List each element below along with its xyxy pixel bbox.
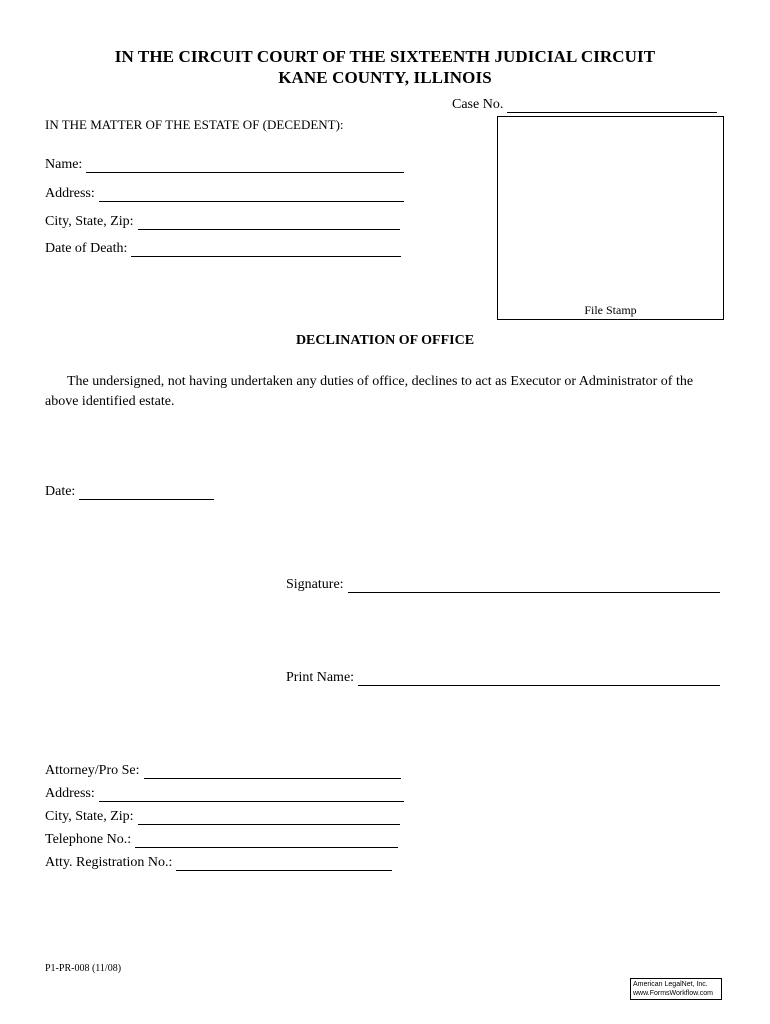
court-title-line-2: KANE COUNTY, ILLINOIS xyxy=(278,68,492,87)
case-number-label: Case No. xyxy=(452,97,504,112)
print-name-field[interactable] xyxy=(286,670,720,686)
court-title-line-1: IN THE CIRCUIT COURT OF THE SIXTEENTH JUDICIAL CIRCUIT xyxy=(114,47,656,66)
declination-text: The undersigned, not having undertaken any duties of office, declines to act as Executor or Administrator of the above identified estate. xyxy=(45,374,694,409)
print-name-line[interactable] xyxy=(358,671,720,686)
signature-field[interactable] xyxy=(286,577,720,593)
vendor-box xyxy=(630,978,722,1000)
attorney-address-line[interactable] xyxy=(99,787,404,802)
estate-matter-label: IN THE MATTER OF THE ESTATE OF (DECEDENT): xyxy=(45,117,344,132)
case-number-line[interactable] xyxy=(507,98,717,113)
decedent-address-label: Address: xyxy=(45,186,95,201)
print-name-label: Print Name: xyxy=(286,670,355,685)
attorney-label: Attorney/Pro Se: xyxy=(45,763,140,778)
date-field[interactable] xyxy=(45,484,214,500)
attorney-field[interactable] xyxy=(45,763,401,779)
file-stamp-box xyxy=(497,116,724,320)
attorney-city-label: City, State, Zip: xyxy=(45,809,134,824)
date-of-death-line[interactable] xyxy=(131,242,401,257)
document-title: DECLINATION OF OFFICE xyxy=(295,333,475,348)
decedent-name-line[interactable] xyxy=(86,158,404,173)
attorney-address-label: Address: xyxy=(45,786,95,801)
vendor-name: American LegalNet, Inc. xyxy=(633,981,708,988)
telephone-line[interactable] xyxy=(135,833,398,848)
signature-line[interactable] xyxy=(348,578,720,593)
date-of-death-label: Date of Death: xyxy=(45,241,128,256)
attorney-city-line[interactable] xyxy=(138,810,400,825)
registration-label: Atty. Registration No.: xyxy=(45,855,173,870)
registration-field[interactable] xyxy=(45,855,392,871)
file-stamp-label: File Stamp xyxy=(584,303,637,317)
telephone-label: Telephone No.: xyxy=(45,832,132,847)
form-code: P1-PR-008 (11/08) xyxy=(45,963,122,974)
decedent-address-field[interactable] xyxy=(45,186,404,202)
attorney-line[interactable] xyxy=(144,764,401,779)
date-line[interactable] xyxy=(79,485,214,500)
registration-line[interactable] xyxy=(176,856,392,871)
decedent-city-label: City, State, Zip: xyxy=(45,214,134,229)
decedent-name-field[interactable] xyxy=(45,157,404,173)
date-of-death-field[interactable] xyxy=(45,241,401,257)
decedent-name-label: Name: xyxy=(45,157,83,172)
case-number-field[interactable] xyxy=(452,97,717,113)
decedent-city-line[interactable] xyxy=(138,215,400,230)
vendor-url: www.FormsWorkflow.com xyxy=(633,990,713,997)
attorney-address-field[interactable] xyxy=(45,786,404,802)
date-label: Date: xyxy=(45,484,76,499)
decedent-city-field[interactable] xyxy=(45,214,400,230)
attorney-city-field[interactable] xyxy=(45,809,400,825)
decedent-address-line[interactable] xyxy=(99,187,404,202)
telephone-field[interactable] xyxy=(45,832,398,848)
signature-label: Signature: xyxy=(286,577,344,592)
